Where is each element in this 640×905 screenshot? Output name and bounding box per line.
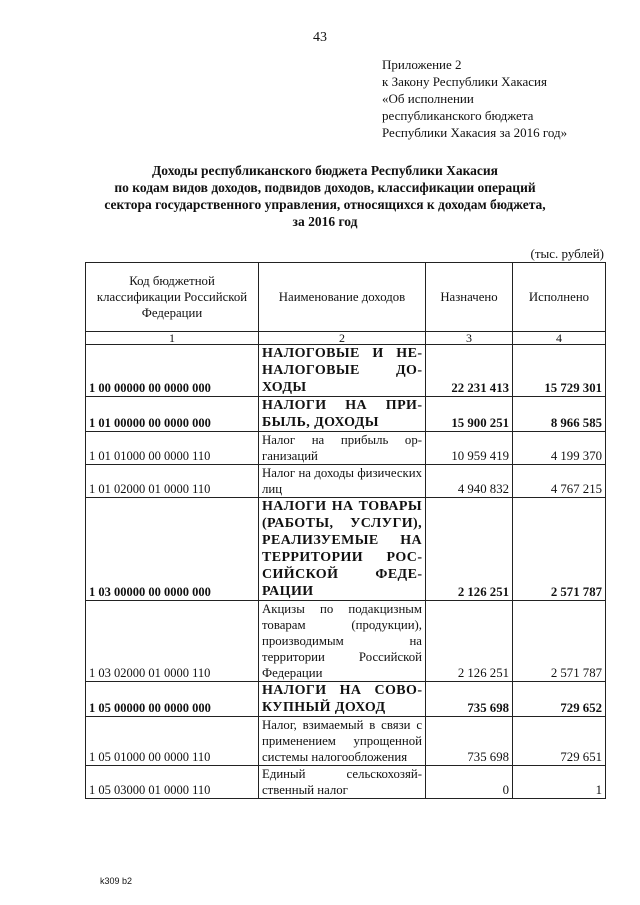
table-row (86, 432, 606, 465)
row-code: 1 03 00000 00 0000 000 (86, 498, 259, 601)
row-name: НАЛОГИ НА ТОВАРЫ (РАБОТЫ, УСЛУГИ), РЕАЛИЗУЕМЫЕ НА ТЕРРИТОРИИ РОССИЙСКОЙ ФЕДЕРАЦИИ (259, 498, 426, 601)
row-code: 1 01 01000 00 0000 110 (86, 432, 259, 465)
row-executed: 729 652 (513, 682, 606, 717)
row-assigned: 735 698 (426, 717, 513, 766)
row-code: 1 01 02000 01 0000 110 (86, 465, 259, 498)
annex-line: республиканского бюджета (382, 108, 534, 123)
row-code: 1 05 01000 00 0000 110 (86, 717, 259, 766)
units-label: (тыс. рублей) (530, 246, 604, 261)
title-line: сектора государственного управления, относящихся к доходам бюджета, (104, 197, 546, 212)
table-row (86, 601, 606, 682)
revenue-table (85, 262, 606, 799)
header-assigned: Назначено (426, 263, 513, 332)
annex-note (382, 56, 567, 141)
row-assigned: 10 959 419 (426, 432, 513, 465)
column-number: 1 (86, 332, 259, 345)
row-code: 1 03 02000 01 0000 110 (86, 601, 259, 682)
column-number: 4 (513, 332, 606, 345)
table-row (86, 498, 606, 601)
header-code: Код бюджетной классификации Российской Федерации (86, 263, 259, 332)
title-line: за 2016 год (292, 214, 358, 229)
table-row (86, 717, 606, 766)
row-assigned: 4 940 832 (426, 465, 513, 498)
table-row (86, 397, 606, 432)
title-line: по кодам видов доходов, подвидов доходов, классификации операций (114, 180, 536, 195)
row-name: НАЛОГОВЫЕ И НЕНАЛОГОВЫЕ ДОХОДЫ (259, 345, 426, 397)
row-name: Акцизы по подакцизным товарам (продукции), производимым на территории Российской Федерации (259, 601, 426, 682)
table-row (86, 345, 606, 397)
footer-code: k309 b2 (100, 876, 133, 886)
annex-line: к Закону Республики Хакасия (382, 74, 547, 89)
table-row (86, 766, 606, 799)
column-number-row (86, 332, 606, 345)
column-number: 3 (426, 332, 513, 345)
header-name: Наименование доходов (259, 263, 426, 332)
table-body (86, 345, 606, 799)
annex-line: Приложение 2 (382, 57, 462, 72)
row-name: НАЛОГИ НА ПРИБЫЛЬ, ДОХОДЫ (259, 397, 426, 432)
row-executed: 4 767 215 (513, 465, 606, 498)
row-assigned: 735 698 (426, 682, 513, 717)
row-code: 1 00 00000 00 0000 000 (86, 345, 259, 397)
row-assigned: 2 126 251 (426, 498, 513, 601)
page-number: 43 (313, 30, 327, 45)
row-name: Налог, взимаемый в связи с применением упрощенной системы налогообложения (259, 717, 426, 766)
annex-line: «Об исполнении (382, 91, 474, 106)
row-executed: 15 729 301 (513, 345, 606, 397)
row-assigned: 22 231 413 (426, 345, 513, 397)
row-code: 1 01 00000 00 0000 000 (86, 397, 259, 432)
row-assigned: 15 900 251 (426, 397, 513, 432)
row-executed: 729 651 (513, 717, 606, 766)
row-executed: 1 (513, 766, 606, 799)
row-executed: 2 571 787 (513, 601, 606, 682)
title-line: Доходы республиканского бюджета Республики Хакасия (152, 163, 498, 178)
row-code: 1 05 00000 00 0000 000 (86, 682, 259, 717)
row-executed: 2 571 787 (513, 498, 606, 601)
row-assigned: 0 (426, 766, 513, 799)
row-code: 1 05 03000 01 0000 110 (86, 766, 259, 799)
row-name: Налог на доходы физических лиц (259, 465, 426, 498)
row-executed: 8 966 585 (513, 397, 606, 432)
row-executed: 4 199 370 (513, 432, 606, 465)
column-number: 2 (259, 332, 426, 345)
annex-line: Республики Хакасия за 2016 год» (382, 125, 568, 140)
row-name: Налог на прибыль организаций (259, 432, 426, 465)
header-executed: Исполнено (513, 263, 606, 332)
document-title (60, 162, 590, 230)
row-name: Единый сельскохозяйственный налог (259, 766, 426, 799)
row-assigned: 2 126 251 (426, 601, 513, 682)
row-name: НАЛОГИ НА СОВОКУПНЫЙ ДОХОД (259, 682, 426, 717)
table-row (86, 682, 606, 717)
table-header-row (86, 263, 606, 332)
table-row (86, 465, 606, 498)
